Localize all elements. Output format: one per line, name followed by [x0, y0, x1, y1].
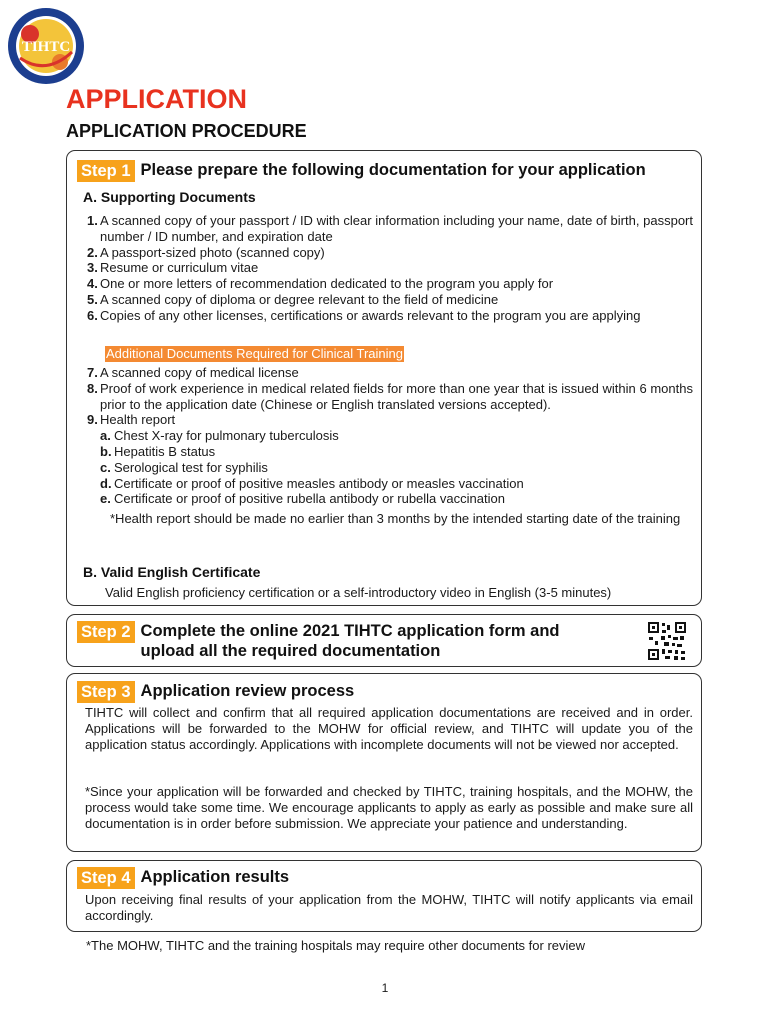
- logo-text: TIHTC: [21, 39, 71, 55]
- item-text: Resume or curriculum vitae: [100, 260, 259, 276]
- item-number: 4.: [87, 276, 98, 292]
- step2-tag: Step 2: [77, 621, 135, 643]
- item-text: Health report: [100, 412, 176, 428]
- item-letter: c.: [100, 459, 111, 475]
- footnote: *The MOHW, TIHTC and the training hospitals may require other documents for review: [86, 938, 586, 953]
- item-number: 9.: [87, 412, 98, 428]
- step2-box: [66, 614, 702, 667]
- list-item: [87, 292, 693, 308]
- health-report-sublist: [87, 428, 693, 527]
- step3-tag: Step 3: [77, 681, 135, 703]
- item-text: Serological test for syphilis: [114, 459, 268, 475]
- list-item: [100, 460, 693, 476]
- section-a-title: A. Supporting Documents: [83, 189, 256, 205]
- qr-code-icon[interactable]: [647, 621, 687, 661]
- list-item: [87, 365, 693, 381]
- item-text: A scanned copy of your passport / ID with clear information including your name, date of birth, passport number / ID number, and expiration date: [100, 213, 693, 244]
- step3-title: Application review process: [140, 682, 355, 700]
- list-item: [87, 245, 693, 261]
- page-subtitle: APPLICATION PROCEDURE: [66, 121, 307, 141]
- step1-title: Please prepare the following documentation for your application: [140, 161, 646, 179]
- list-item: [100, 491, 693, 507]
- item-text: One or more letters of recommendation dedicated to the program you apply for: [100, 276, 554, 292]
- list-item: [87, 260, 693, 276]
- step4-header: [77, 867, 289, 889]
- item-text: Hepatitis B status: [114, 443, 216, 459]
- clinical-training-label: Additional Documents Required for Clinical Training: [106, 346, 403, 361]
- item-number: 6.: [87, 307, 98, 323]
- step4-paragraph: Upon receiving final results of your application from the MOHW, TIHTC will notify applicants via email accordingly.: [85, 892, 693, 923]
- step4-title: Application results: [140, 868, 290, 886]
- item-letter: a.: [100, 428, 111, 444]
- item-text: A passport-sized photo (scanned copy): [100, 244, 325, 260]
- step1-header: [77, 160, 646, 182]
- step4-box: [66, 860, 702, 932]
- step4-tag: Step 4: [77, 867, 135, 889]
- list-item: [87, 381, 693, 413]
- step3-header: [77, 681, 354, 703]
- list-item: [100, 428, 693, 444]
- list-item: [100, 476, 693, 492]
- item-text: Certificate or proof of positive rubella antibody or rubella vaccination: [114, 491, 505, 507]
- step3-note: *Since your application will be forwarded and checked by TIHTC, training hospitals, and the MOHW, the process would take some time. We encourage applicants to apply as early as possible and make sure all documentation is in order before submission. We appreciate your patience and understanding.: [85, 784, 693, 831]
- step1-box: [66, 150, 702, 606]
- section-b-title: B. Valid English Certificate: [83, 564, 261, 580]
- item-number: 2.: [87, 244, 98, 260]
- item-text: Proof of work experience in medical related fields for more than one year that is issued within 6 months prior to the application date (Chinese or English translated versions accepted).: [100, 380, 693, 412]
- page-title: APPLICATION: [66, 84, 247, 114]
- item-text: A scanned copy of medical license: [100, 365, 299, 380]
- step1-tag: Step 1: [77, 160, 135, 182]
- list-item: [87, 308, 693, 324]
- list-item: [87, 412, 693, 428]
- step3-paragraph: TIHTC will collect and confirm that all required application documentations are received and in order. Applications will be forwarded to the MOHW for official review, and TIHTC will update you of the application status accordingly. Applications with incomplete documents will not be viewed nor accepted.: [85, 705, 693, 752]
- list-item: [100, 444, 693, 460]
- step2-title-line1: Complete the online 2021 TIHTC application form and: [140, 622, 560, 640]
- item-text: A scanned copy of diploma or degree relevant to the field of medicine: [100, 291, 499, 307]
- step3-box: [66, 673, 702, 852]
- tihtc-logo: [6, 6, 86, 86]
- item-number: 5.: [87, 291, 98, 307]
- supporting-documents-list: [87, 213, 693, 324]
- list-item: [87, 276, 693, 292]
- item-text: Certificate or proof of positive measles antibody or measles vaccination: [114, 475, 524, 491]
- health-report-note: *Health report should be made no earlier than 3 months by the intended starting date of the training: [110, 511, 681, 527]
- item-number: 1.: [87, 213, 98, 228]
- item-number: 8.: [87, 380, 98, 396]
- item-letter: b.: [100, 443, 112, 459]
- step2-title: [141, 621, 560, 661]
- clinical-documents-list: [87, 365, 693, 527]
- page-number: 1: [381, 981, 389, 995]
- item-text: Chest X-ray for pulmonary tuberculosis: [114, 428, 339, 444]
- item-letter: e.: [100, 491, 111, 507]
- list-item: [87, 213, 693, 245]
- step2-title-line2: upload all the required documentation: [140, 642, 441, 660]
- item-number: 7.: [87, 365, 98, 380]
- item-letter: d.: [100, 475, 112, 491]
- item-text: Copies of any other licenses, certifications or awards relevant to the program you are applying: [100, 307, 641, 323]
- item-number: 3.: [87, 260, 98, 276]
- step2-header: [77, 621, 560, 661]
- section-b-text: Valid English proficiency certification or a self-introductory video in English (3-5 minutes): [105, 585, 612, 600]
